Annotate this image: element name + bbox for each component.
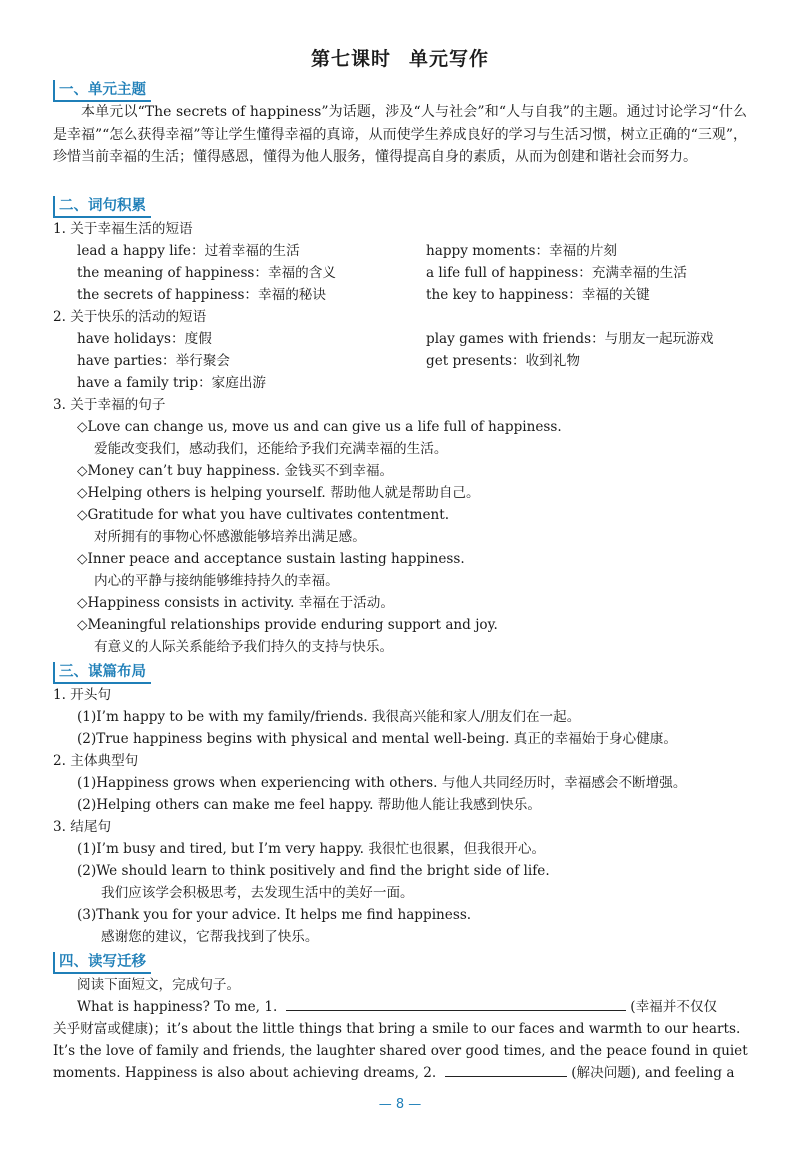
passage-line: What is happiness? To me, 1. (幸福并不仅仅 [77, 999, 718, 1015]
group-title: 1. 开头句 [53, 687, 112, 703]
sentence-item: (2)We should learn to think positively and find the bright side of life. [77, 863, 550, 879]
phrase-item: happy moments：幸福的片刻 [426, 243, 618, 259]
sentence-item: ◇Inner peace and acceptance sustain lasting happiness. [77, 551, 465, 567]
sentence-translation: 内心的平静与接纳能够维持持久的幸福。 [94, 573, 339, 589]
sentence-translation: 感谢您的建议，它帮我找到了快乐。 [101, 929, 319, 945]
passage-line: moments. Happiness is also about achieving dreams, 2. (解决问题), and feeling a [53, 1065, 735, 1081]
sentence-item: (1)I’m happy to be with my family/friends. 我很高兴能和家人/朋友们在一起。 [77, 709, 581, 725]
group-title: 2. 主体典型句 [53, 753, 139, 769]
page-title: 第七课时 单元写作 [310, 48, 490, 70]
section-heading-reading-writing: 四、读写迁移 [53, 952, 151, 974]
sentence-item: ◇Meaningful relationships provide enduring support and joy. [77, 617, 498, 633]
sentence-item: (2)Helping others can make me feel happy. 帮助他人能让我感到快乐。 [77, 797, 541, 813]
section-heading-vocab: 二、词句积累 [53, 196, 151, 218]
sentence-item: ◇Helping others is helping yourself. 帮助他人就是帮助自己。 [77, 485, 480, 501]
section-heading-structure: 三、谋篇布局 [53, 662, 151, 684]
phrase-item: lead a happy life：过着幸福的生活 [77, 243, 300, 259]
passage-line: 关乎财富或健康)；it’s about the little things that bring a smile to our faces and warmth to our hearts. [53, 1021, 741, 1037]
sentence-translation: 对所拥有的事物心怀感激能够培养出满足感。 [94, 529, 366, 545]
group-title: 1. 关于幸福生活的短语 [53, 221, 193, 237]
sentence-item: (2)True happiness begins with physical and mental well-being. 真正的幸福始于身心健康。 [77, 731, 677, 747]
sentence-item: ◇Love can change us, move us and can give us a life full of happiness. [77, 419, 562, 435]
passage-line: It’s the love of family and friends, the laughter shared over good times, and the peace found in quiet [53, 1043, 748, 1059]
sentence-item: ◇Gratitude for what you have cultivates contentment. [77, 507, 450, 523]
phrase-item: play games with friends：与朋友一起玩游戏 [426, 331, 714, 347]
phrase-item: have holidays：度假 [77, 331, 212, 347]
phrase-item: a life full of happiness：充满幸福的生活 [426, 265, 687, 281]
sentence-item: (3)Thank you for your advice. It helps me find happiness. [77, 907, 472, 923]
phrase-item: have a family trip：家庭出游 [77, 375, 267, 391]
phrase-item: the key to happiness：幸福的关键 [426, 287, 650, 303]
sentence-translation: 爱能改变我们，感动我们，还能给予我们充满幸福的生活。 [94, 441, 448, 457]
sentence-item: ◇Happiness consists in activity. 幸福在于活动。 [77, 595, 394, 611]
group-title: 2. 关于快乐的活动的短语 [53, 309, 207, 325]
page-number: — 8 — [378, 1097, 422, 1112]
sentence-item: (1)Happiness grows when experiencing with others. 与他人共同经历时，幸福感会不断增强。 [77, 775, 687, 791]
phrase-item: the secrets of happiness：幸福的秘诀 [77, 287, 326, 303]
theme-paragraph: 本单元以“The secrets of happiness”为话题，涉及“人与社会”和“人与自我”的主题。通过讨论学习“什么是幸福”“怎么获得幸福”等让学生懂得幸福的真谛，从而使学生养成良好的学习与生活习惯，树立正确的“三观”，珍惜当前幸福的生活；懂得感恩，懂得为他人服务，懂得提高自身的素质，从而为创建和谐社会而努力。 [53, 104, 747, 165]
phrase-item: have parties：举行聚会 [77, 353, 231, 369]
answer-blank-2[interactable] [445, 1063, 567, 1077]
sentence-item: (1)I’m busy and tired, but I’m very happy. 我很忙也很累，但我很开心。 [77, 841, 546, 857]
group-title: 3. 结尾句 [53, 819, 112, 835]
sentence-translation: 有意义的人际关系能给予我们持久的支持与快乐。 [94, 639, 394, 655]
instruction: 阅读下面短文，完成句子。 [77, 977, 241, 993]
group-title: 3. 关于幸福的句子 [53, 397, 166, 413]
phrase-item: the meaning of happiness：幸福的含义 [77, 265, 336, 281]
sentence-translation: 我们应该学会积极思考，去发现生活中的美好一面。 [101, 885, 414, 901]
sentence-item: ◇Money can’t buy happiness. 金钱买不到幸福。 [77, 463, 394, 479]
section-heading-theme: 一、单元主题 [53, 80, 151, 102]
answer-blank-1[interactable] [286, 997, 626, 1011]
phrase-item: get presents：收到礼物 [426, 353, 580, 369]
